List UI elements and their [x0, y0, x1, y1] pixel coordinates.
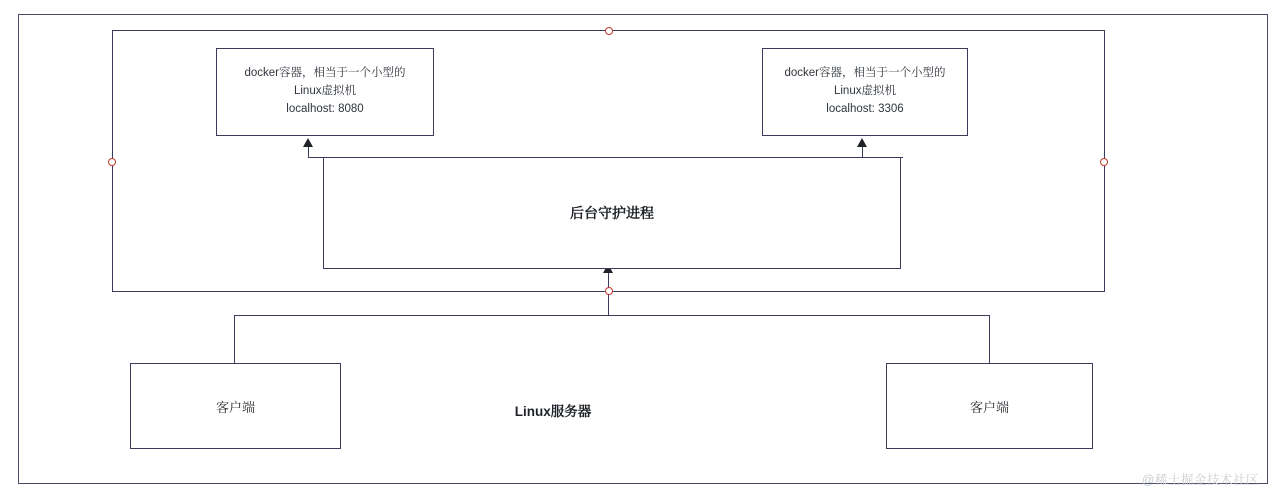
docker-container-8080-line-1: docker容器，相当于一个小型的 — [244, 67, 406, 80]
node-docker-container-8080[interactable] — [216, 48, 434, 136]
handle-left[interactable] — [108, 158, 116, 166]
watermark: @稀土掘金技术社区 — [1141, 473, 1259, 487]
docker-container-3306-line-1: docker容器，相当于一个小型的 — [784, 67, 946, 80]
handle-bottom[interactable] — [605, 287, 613, 295]
docker-container-8080-text — [238, 65, 411, 118]
docker-container-3306-line-2: Linux虚拟机 — [833, 85, 896, 98]
node-docker-daemon[interactable] — [323, 157, 901, 269]
linux-server-label: Linux服务器 — [514, 404, 592, 419]
docker-container-8080-line-2: Linux虚拟机 — [293, 85, 356, 98]
node-client-left[interactable] — [130, 363, 341, 449]
client-right-label: 客户端 — [969, 399, 1009, 415]
docker-container-3306-line-3: localhost: 3306 — [826, 102, 904, 115]
connector-client-left-drop — [234, 315, 235, 363]
handle-right[interactable] — [1100, 158, 1108, 166]
node-docker-container-3306[interactable] — [762, 48, 968, 136]
handle-top[interactable] — [605, 27, 613, 35]
docker-container-3306-text — [778, 65, 951, 118]
docker-container-8080-line-3: localhost: 8080 — [286, 102, 364, 115]
docker-daemon-label: 后台守护进程 — [570, 205, 654, 221]
arrowhead-container-b — [857, 138, 867, 147]
connector-client-bus — [234, 315, 990, 316]
node-client-right[interactable] — [886, 363, 1093, 449]
connector-client-right-drop — [989, 315, 990, 363]
arrowhead-container-a — [303, 138, 313, 147]
client-left-label: 客户端 — [215, 399, 255, 415]
